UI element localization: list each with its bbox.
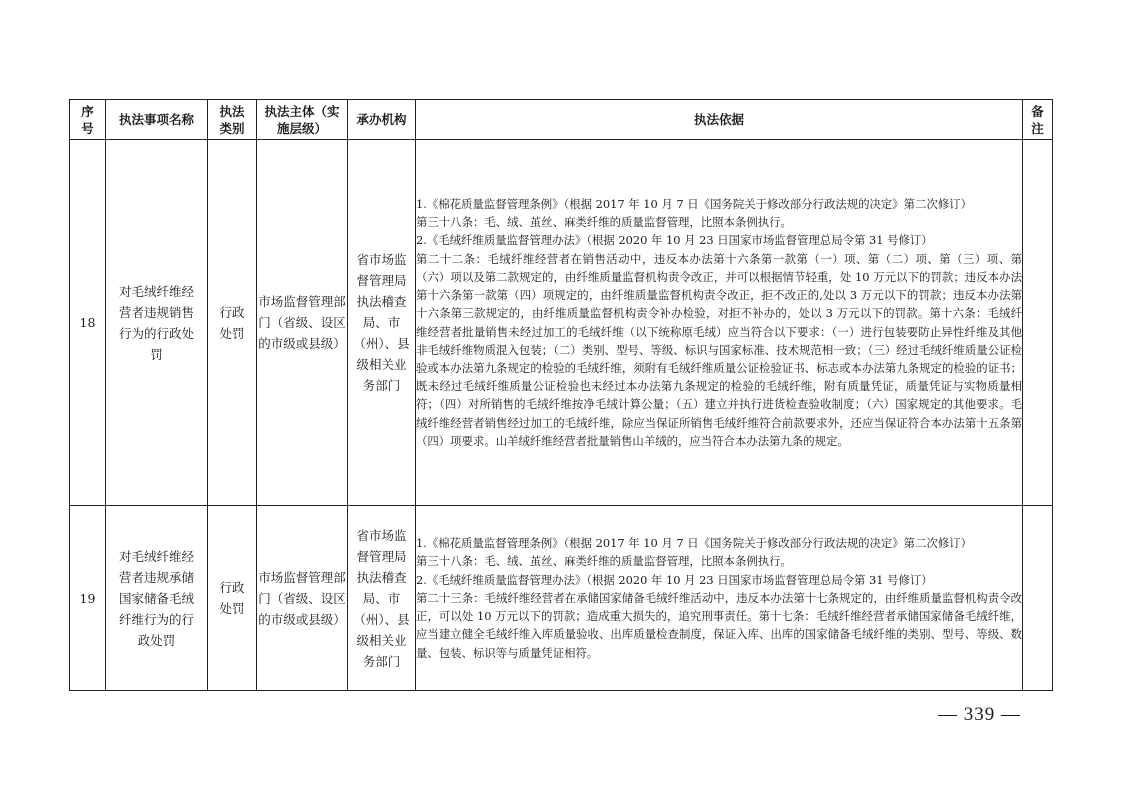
basis-paragraph: 第三十八条：毛、绒、茧丝、麻类纤维的质量监督管理，比照本条例执行。 <box>416 215 792 230</box>
row-item-name: 对毛绒纤维经营者违规销售行为的行政处罚 <box>106 140 208 506</box>
row-category: 行政处罚 <box>208 506 257 691</box>
row-basis <box>416 506 1023 691</box>
row-category: 行政处罚 <box>208 140 257 506</box>
page-number: — 339 — <box>938 704 1021 725</box>
basis-paragraph: 1.《棉花质量监督管理条例》（根据 2017 年 10 月 7 日《国务院关于修改部分行政法规的决定》第二次修订） <box>416 536 973 551</box>
basis-paragraph: 1.《棉花质量监督管理条例》（根据 2017 年 10 月 7 日《国务院关于修改部分行政法规的决定》第二次修订） <box>416 197 973 212</box>
table-row <box>70 140 1053 506</box>
row-subject: 市场监督管理部门（省级、设区的市级或县级） <box>257 140 348 506</box>
header-remark: 备注 <box>1023 100 1053 140</box>
table-header-row <box>70 100 1053 140</box>
basis-paragraph: 第二十三条：毛绒纤维经营者在承储国家储备毛绒纤维活动中，违反本办法第十七条规定的，由纤维质量监督机构责令改正，可以处 10 万元以下的罚款；造成重大损失的，追究刑事责任。第十七条：毛绒纤维经营者承储国家储备毛绒纤维，应当建立健全毛绒纤维入库质量验收、出库质量检查制度，保证入库、出库的国家储备毛绒纤维的类别、型号、等级、数量、包装、标识等与质量凭证相符。 <box>416 590 1022 660</box>
row-remark <box>1023 506 1053 691</box>
header-item-name: 执法事项名称 <box>106 100 208 140</box>
row-seq: 19 <box>70 506 106 691</box>
header-category: 执法类别 <box>208 100 257 140</box>
row-basis <box>416 140 1023 506</box>
row-agency: 省市场监督管理局执法稽查局、市（州）、县级相关业务部门 <box>348 506 416 691</box>
header-basis: 执法依据 <box>416 100 1023 140</box>
row-remark <box>1023 140 1053 506</box>
row-subject: 市场监督管理部门（省级、设区的市级或县级） <box>257 506 348 691</box>
header-seq: 序号 <box>70 100 106 140</box>
table-row <box>70 506 1053 691</box>
basis-paragraph: 2.《毛绒纤维质量监督管理办法》（根据 2020 年 10 月 23 日国家市场监督管理总局令第 31 号修订） <box>416 233 933 248</box>
row-seq: 18 <box>70 140 106 506</box>
header-agency: 承办机构 <box>348 100 416 140</box>
row-agency: 省市场监督管理局执法稽查局、市（州）、县级相关业务部门 <box>348 140 416 506</box>
row-item-name: 对毛绒纤维经营者违规承储国家储备毛绒纤维行为的行政处罚 <box>106 506 208 691</box>
header-subject: 执法主体（实施层级） <box>257 100 348 140</box>
law-enforcement-table <box>69 99 1053 691</box>
basis-paragraph: 2.《毛绒纤维质量监督管理办法》（根据 2020 年 10 月 23 日国家市场监督管理总局令第 31 号修订） <box>416 572 933 587</box>
basis-paragraph: 第三十八条：毛、绒、茧丝、麻类纤维的质量监督管理，比照本条例执行。 <box>416 554 792 569</box>
basis-paragraph: 第二十二条：毛绒纤维经营者在销售活动中，违反本办法第十六条第一款第（一）项、第（二）项、第（三）项、第（六）项以及第二款规定的，由纤维质量监督机构责令改正，并可以根据情节轻重，处 10 万元以下的罚款；违反本办法第十六条第一款第（四）项规定的，由纤维质量监督机构责令改正，拒不改正的,处以 3 万元以下的罚款；违反本办法第十六条第三款规定的，由纤维质量监督机构责令补办检验，对拒不补办的，处以 3 万元以下的罚款。第十六条：毛绒纤维经营者批量销售未经过加工的毛绒纤维（以下统称原毛绒）应当符合以下要求：（一）进行包装要防止异性纤维及其他非毛绒纤维物质混入包装；（二）类别、型号、等级、标识与国家标准、技术规范相一致；（三）经过毛绒纤维质量公证检验或本办法第九条规定的检验的毛绒纤维，须附有毛绒纤维质量公证检验证书、标志或本办法第九条规定的检验的证书；既未经过毛绒纤维质量公证检验也未经过本办法第九条规定的检验的毛绒纤维，附有质量凭证，质量凭证与实物质量相符；（四）对所销售的毛绒纤维按净毛绒计算公量；（五）建立并执行进货检查验收制度；（六）国家规定的其他要求。毛绒纤维经营者销售经过加工的毛绒纤维，除应当保证所销售毛绒纤维符合前款要求外，还应当保证符合本办法第十五条第（四）项要求。山羊绒纤维经营者批量销售山羊绒的，应当符合本办法第九条的规定。 <box>416 251 1022 448</box>
